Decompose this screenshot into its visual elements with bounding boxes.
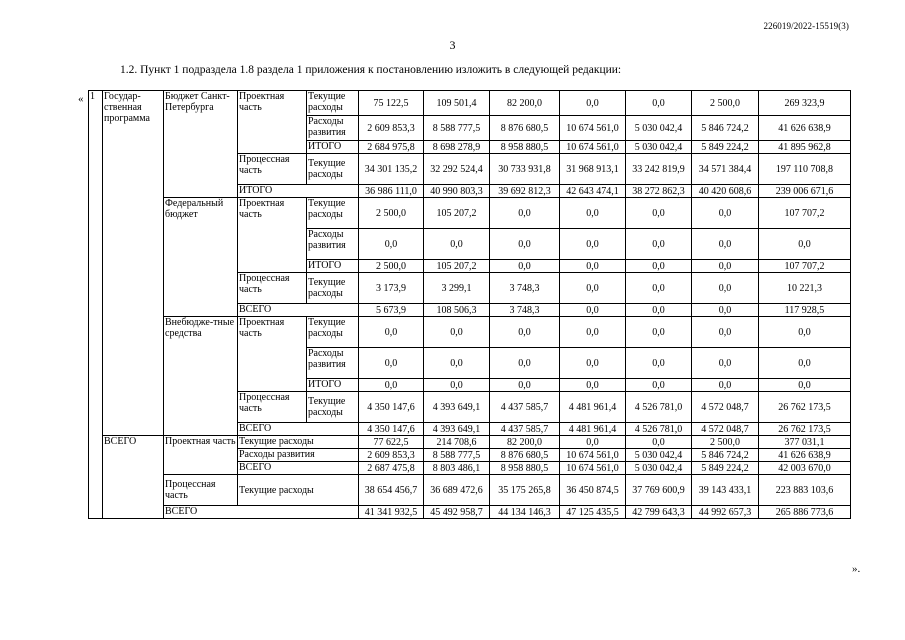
value-cell: 4 526 781,0 — [626, 423, 692, 436]
value-cell: 41 626 638,9 — [759, 449, 851, 462]
value-cell: 34 571 384,4 — [692, 154, 759, 185]
value-cell: 0,0 — [359, 379, 424, 392]
value-cell: 10 674 561,0 — [560, 141, 626, 154]
value-cell: 42 643 474,1 — [560, 185, 626, 198]
vsego-label: ВСЕГО — [238, 462, 359, 475]
value-cell: 0,0 — [626, 260, 692, 273]
value-cell: 4 526 781,0 — [626, 392, 692, 423]
development-expenses-label: Расходы развития — [238, 449, 359, 462]
value-cell: 4 437 585,7 — [490, 423, 560, 436]
value-cell: 37 769 600,9 — [626, 475, 692, 506]
development-expenses-label: Расходы развития — [307, 116, 359, 141]
value-cell: 2 687 475,8 — [359, 462, 424, 475]
value-cell: 35 175 265,8 — [490, 475, 560, 506]
value-cell: 4 437 585,7 — [490, 392, 560, 423]
value-cell: 0,0 — [560, 260, 626, 273]
value-cell: 0,0 — [692, 317, 759, 348]
value-cell: 0,0 — [626, 273, 692, 304]
value-cell: 8 958 880,5 — [490, 462, 560, 475]
value-cell: 8 876 680,5 — [490, 116, 560, 141]
value-cell: 0,0 — [560, 273, 626, 304]
value-cell: 39 692 812,3 — [490, 185, 560, 198]
value-cell: 33 242 819,9 — [626, 154, 692, 185]
project-part-label: Проектная часть — [238, 198, 307, 273]
value-cell: 5 849 224,2 — [692, 462, 759, 475]
current-expenses-label: Текущие расходы — [307, 392, 359, 423]
vsego-label: ВСЕГО — [238, 423, 359, 436]
value-cell: 107 707,2 — [759, 260, 851, 273]
spb-budget-label: Бюджет Санкт-Петербурга — [164, 91, 238, 198]
value-cell: 8 588 777,5 — [424, 116, 490, 141]
value-cell: 4 350 147,6 — [359, 392, 424, 423]
budget-table — [88, 90, 851, 519]
value-cell: 0,0 — [759, 348, 851, 379]
value-cell: 47 125 435,5 — [560, 506, 626, 519]
value-cell: 2 500,0 — [692, 436, 759, 449]
value-cell: 10 674 561,0 — [560, 116, 626, 141]
project-part-label: Проектная часть — [238, 91, 307, 154]
value-cell: 0,0 — [424, 317, 490, 348]
value-cell: 30 733 931,8 — [490, 154, 560, 185]
value-cell: 4 572 048,7 — [692, 392, 759, 423]
opening-quote: « — [78, 93, 84, 105]
value-cell: 82 200,0 — [490, 91, 560, 116]
table-row — [89, 198, 851, 229]
value-cell: 36 450 874,5 — [560, 475, 626, 506]
value-cell: 265 886 773,6 — [759, 506, 851, 519]
value-cell: 2 609 853,3 — [359, 449, 424, 462]
grand-vsego-label: ВСЕГО — [164, 506, 359, 519]
offbudget-label: Внебюдже-тные средства — [164, 317, 238, 436]
itogo-label: ИТОГО — [307, 141, 359, 154]
value-cell: 197 110 708,8 — [759, 154, 851, 185]
value-cell: 4 393 649,1 — [424, 392, 490, 423]
value-cell: 0,0 — [424, 348, 490, 379]
current-expenses-label: Текущие расходы — [307, 317, 359, 348]
value-cell: 0,0 — [692, 229, 759, 260]
value-cell: 10 674 561,0 — [560, 462, 626, 475]
value-cell: 107 707,2 — [759, 198, 851, 229]
value-cell: 2 609 853,3 — [359, 116, 424, 141]
value-cell: 8 588 777,5 — [424, 449, 490, 462]
value-cell: 34 301 135,2 — [359, 154, 424, 185]
process-part-label: Процессная часть — [238, 273, 307, 304]
value-cell: 0,0 — [692, 348, 759, 379]
current-expenses-label: Текущие расходы — [238, 475, 359, 506]
value-cell: 0,0 — [692, 198, 759, 229]
value-cell: 269 323,9 — [759, 91, 851, 116]
value-cell: 108 506,3 — [424, 304, 490, 317]
value-cell: 0,0 — [626, 91, 692, 116]
value-cell: 4 393 649,1 — [424, 423, 490, 436]
intro-paragraph: 1.2. Пункт 1 подраздела 1.8 раздела 1 приложения к постановлению изложить в следующей редакции: — [120, 64, 622, 76]
process-part-label: Процессная часть — [238, 154, 307, 185]
current-expenses-label: Текущие расходы — [307, 154, 359, 185]
itogo-label: ИТОГО — [307, 379, 359, 392]
value-cell: 0,0 — [359, 348, 424, 379]
value-cell: 2 500,0 — [359, 260, 424, 273]
value-cell: 5 030 042,4 — [626, 462, 692, 475]
value-cell: 377 031,1 — [759, 436, 851, 449]
table-row — [89, 436, 851, 449]
value-cell: 3 299,1 — [424, 273, 490, 304]
value-cell: 77 622,5 — [359, 436, 424, 449]
value-cell: 8 876 680,5 — [490, 449, 560, 462]
process-part-label: Процессная часть — [238, 392, 307, 423]
value-cell: 41 626 638,9 — [759, 116, 851, 141]
value-cell: 0,0 — [490, 260, 560, 273]
value-cell: 0,0 — [560, 198, 626, 229]
value-cell: 8 803 486,1 — [424, 462, 490, 475]
value-cell: 0,0 — [560, 229, 626, 260]
value-cell: 3 748,3 — [490, 304, 560, 317]
value-cell: 5 846 724,2 — [692, 116, 759, 141]
value-cell: 42 799 643,3 — [626, 506, 692, 519]
current-expenses-label: Текущие расходы — [307, 198, 359, 229]
value-cell: 223 883 103,6 — [759, 475, 851, 506]
row-number: 1 — [89, 91, 103, 519]
value-cell: 0,0 — [359, 317, 424, 348]
vsego-label: ВСЕГО — [238, 304, 359, 317]
development-expenses-label: Расходы развития — [307, 229, 359, 260]
value-cell: 105 207,2 — [424, 198, 490, 229]
table-row — [89, 475, 851, 506]
federal-budget-label: Федеральный бюджет — [164, 198, 238, 317]
page-number: 3 — [449, 38, 456, 52]
value-cell: 42 003 670,0 — [759, 462, 851, 475]
project-part-label: Проектная часть — [238, 317, 307, 392]
value-cell: 0,0 — [626, 317, 692, 348]
value-cell: 5 030 042,4 — [626, 116, 692, 141]
value-cell: 214 708,6 — [424, 436, 490, 449]
value-cell: 0,0 — [560, 436, 626, 449]
value-cell: 0,0 — [490, 317, 560, 348]
value-cell: 26 762 173,5 — [759, 392, 851, 423]
value-cell: 0,0 — [692, 304, 759, 317]
value-cell: 44 134 146,3 — [490, 506, 560, 519]
itogo-label: ИТОГО — [238, 185, 359, 198]
value-cell: 3 748,3 — [490, 273, 560, 304]
value-cell: 31 968 913,1 — [560, 154, 626, 185]
value-cell: 0,0 — [759, 229, 851, 260]
value-cell: 105 207,2 — [424, 260, 490, 273]
value-cell: 0,0 — [560, 348, 626, 379]
value-cell: 38 654 456,7 — [359, 475, 424, 506]
process-part-label: Процессная часть — [164, 475, 238, 506]
table-row — [89, 506, 851, 519]
itogo-label: ИТОГО — [307, 260, 359, 273]
value-cell: 38 272 862,3 — [626, 185, 692, 198]
value-cell: 0,0 — [560, 317, 626, 348]
program-label: Государ-ственная программа — [103, 91, 164, 436]
value-cell: 5 846 724,2 — [692, 449, 759, 462]
value-cell: 10 221,3 — [759, 273, 851, 304]
closing-quote: ». — [852, 563, 861, 575]
value-cell: 2 500,0 — [692, 91, 759, 116]
value-cell: 5 849 224,2 — [692, 141, 759, 154]
value-cell: 36 986 111,0 — [359, 185, 424, 198]
total-vsego-label: ВСЕГО — [103, 436, 164, 519]
development-expenses-label: Расходы развития — [307, 348, 359, 379]
value-cell: 0,0 — [692, 273, 759, 304]
value-cell: 0,0 — [759, 379, 851, 392]
value-cell: 0,0 — [759, 317, 851, 348]
value-cell: 4 481 961,4 — [560, 392, 626, 423]
table-row — [89, 91, 851, 116]
value-cell: 0,0 — [424, 229, 490, 260]
table-row — [89, 317, 851, 348]
value-cell: 2 500,0 — [359, 198, 424, 229]
value-cell: 0,0 — [424, 379, 490, 392]
value-cell: 40 990 803,3 — [424, 185, 490, 198]
document-number: 226019/2022-15519(3) — [763, 21, 849, 31]
value-cell: 239 006 671,6 — [759, 185, 851, 198]
value-cell: 4 481 961,4 — [560, 423, 626, 436]
value-cell: 8 698 278,9 — [424, 141, 490, 154]
value-cell: 41 341 932,5 — [359, 506, 424, 519]
value-cell: 0,0 — [626, 198, 692, 229]
value-cell: 0,0 — [626, 304, 692, 317]
value-cell: 8 958 880,5 — [490, 141, 560, 154]
value-cell: 5 673,9 — [359, 304, 424, 317]
current-expenses-label: Текущие расходы — [307, 91, 359, 116]
value-cell: 39 143 433,1 — [692, 475, 759, 506]
value-cell: 5 030 042,4 — [626, 141, 692, 154]
value-cell: 0,0 — [560, 379, 626, 392]
value-cell: 41 895 962,8 — [759, 141, 851, 154]
value-cell: 0,0 — [490, 229, 560, 260]
value-cell: 4 572 048,7 — [692, 423, 759, 436]
current-expenses-label: Текущие расходы — [238, 436, 359, 449]
value-cell: 40 420 608,6 — [692, 185, 759, 198]
value-cell: 82 200,0 — [490, 436, 560, 449]
value-cell: 5 030 042,4 — [626, 449, 692, 462]
value-cell: 117 928,5 — [759, 304, 851, 317]
value-cell: 0,0 — [626, 379, 692, 392]
value-cell: 0,0 — [626, 348, 692, 379]
value-cell: 0,0 — [490, 348, 560, 379]
value-cell: 0,0 — [490, 198, 560, 229]
value-cell: 26 762 173,5 — [759, 423, 851, 436]
value-cell: 0,0 — [560, 91, 626, 116]
value-cell: 10 674 561,0 — [560, 449, 626, 462]
value-cell: 0,0 — [692, 260, 759, 273]
value-cell: 32 292 524,4 — [424, 154, 490, 185]
project-part-label: Проектная часть — [164, 436, 238, 475]
value-cell: 0,0 — [490, 379, 560, 392]
value-cell: 0,0 — [626, 229, 692, 260]
value-cell: 0,0 — [560, 304, 626, 317]
value-cell: 0,0 — [692, 379, 759, 392]
value-cell: 44 992 657,3 — [692, 506, 759, 519]
value-cell: 3 173,9 — [359, 273, 424, 304]
value-cell: 0,0 — [359, 229, 424, 260]
current-expenses-label: Текущие расходы — [307, 273, 359, 304]
value-cell: 45 492 958,7 — [424, 506, 490, 519]
value-cell: 36 689 472,6 — [424, 475, 490, 506]
value-cell: 0,0 — [626, 436, 692, 449]
value-cell: 4 350 147,6 — [359, 423, 424, 436]
value-cell: 109 501,4 — [424, 91, 490, 116]
value-cell: 2 684 975,8 — [359, 141, 424, 154]
value-cell: 75 122,5 — [359, 91, 424, 116]
